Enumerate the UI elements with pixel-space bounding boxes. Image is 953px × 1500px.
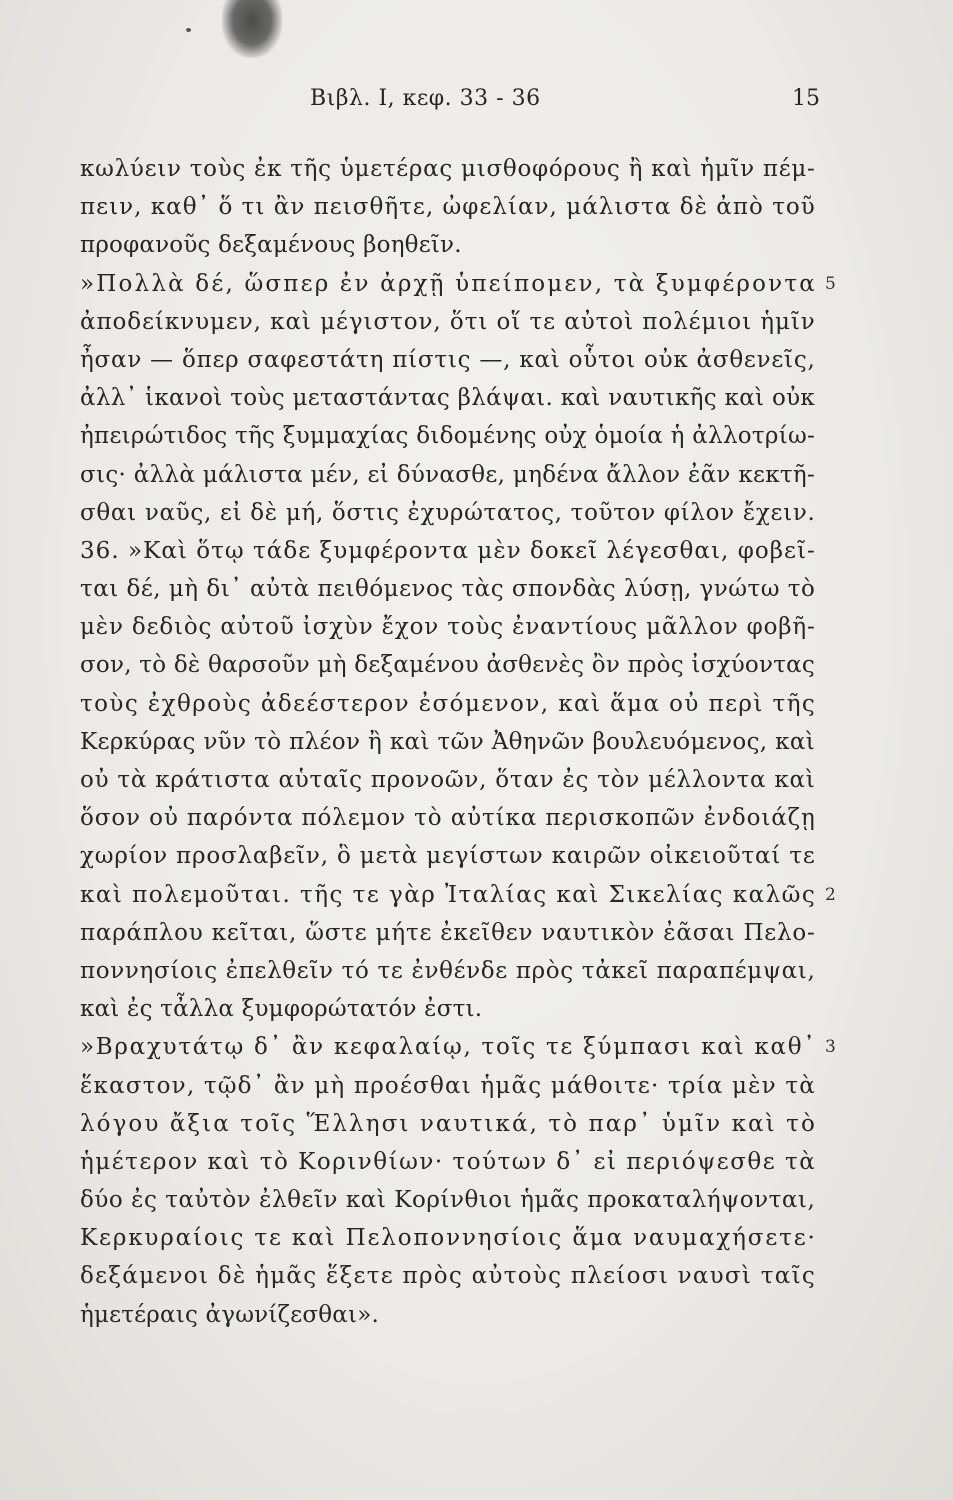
text-line-content: ἦσαν — ὅπερ σαφεστάτη πίστις —, καὶ οὗτοι οὐκ ἀσθενεῖς,	[80, 346, 816, 373]
text-line	[80, 1219, 840, 1257]
text-line-content: ται δέ, μὴ δι᾽ αὐτὰ πειθόμενος τὰς σπονδὰς λύσῃ, γνώτω τὸ	[80, 576, 816, 603]
text-line	[80, 1257, 840, 1295]
text-line	[80, 341, 840, 379]
text-line-content: καὶ ἐς τἆλλα ξυμφορώτατόν ἐστι.	[80, 996, 483, 1023]
text-line	[80, 570, 840, 608]
text-line	[80, 799, 840, 837]
text-line	[80, 379, 840, 417]
text-line	[80, 1181, 840, 1219]
text-line-content: »Βραχυτάτῳ δ᾽ ἂν κεφαλαίῳ, τοῖς τε ξύμπασι καὶ καθ᾽	[80, 1034, 817, 1061]
text-line-content: ἕκαστον, τῷδ᾽ ἂν μὴ προέσθαι ἡμᾶς μάθοιτε· τρία μὲν τὰ	[80, 1072, 816, 1099]
text-line-content: δεξάμενοι δὲ ἡμᾶς ἕξετε πρὸς αὐτοὺς πλείοσι ναυσὶ ταῖς	[80, 1263, 817, 1290]
text-line	[80, 1296, 840, 1334]
text-line	[80, 303, 840, 341]
text-line-content: ἠπειρώτιδος τῆς ξυμμαχίας διδομένης οὐχ ὁμοία ἡ ἀλλοτρίω-	[80, 423, 816, 450]
text-line-content: πειν, καθ᾽ ὅ τι ἂν πεισθῆτε, ὠφελίαν, μάλιστα δὲ ἀπὸ τοῦ	[80, 194, 816, 221]
page-number: 15	[792, 86, 820, 111]
text-line	[80, 685, 840, 723]
ink-smudge	[222, 0, 282, 58]
text-line-content: κωλύειν τοὺς ἐκ τῆς ὑμετέρας μισθοφόρους ἢ καὶ ἡμῖν πέμ-	[80, 156, 816, 182]
text-line	[80, 1105, 840, 1143]
text-line	[80, 265, 840, 303]
text-line-content: ἡμέτερον καὶ τὸ Κορινθίων· τούτων δ᾽ εἰ περιόψεσθε τὰ	[80, 1148, 817, 1175]
text-line-content: δύο ἐς ταὐτὸν ἐλθεῖν καὶ Κορίνθιοι ἡμᾶς προκαταλήψονται,	[80, 1187, 816, 1214]
margin-section-number: 2	[825, 884, 837, 905]
text-line	[80, 723, 840, 761]
body-text	[80, 150, 840, 1334]
ink-speck	[186, 28, 191, 32]
text-line-content: σον, τὸ δὲ θαρσοῦν μὴ δεξαμένου ἀσθενὲς ὂν πρὸς ἰσχύοντας	[80, 652, 816, 679]
text-line-content: Κερκύρας νῦν τὸ πλέον ἢ καὶ τῶν Ἀθηνῶν βουλευόμενος, καὶ	[80, 728, 816, 755]
text-line-content: ὅσον οὐ παρόντα πόλεμον τὸ αὐτίκα περισκοπῶν ἐνδοιάζῃ	[80, 805, 816, 832]
text-line-content: οὐ τὰ κράτιστα αὑταῖς προνοῶν, ὅταν ἐς τὸν μέλλοντα καὶ	[80, 767, 816, 793]
text-line	[80, 646, 840, 684]
text-line	[80, 990, 840, 1028]
page-header	[80, 86, 820, 120]
text-line	[80, 952, 840, 990]
text-line-content: παράπλου κεῖται, ὥστε μήτε ἐκεῖθεν ναυτικὸν ἐᾶσαι Πελο-	[80, 919, 816, 946]
text-line-content: »Πολλὰ δέ, ὥσπερ ἐν ἀρχῇ ὑπείπομεν, τὰ ξυμφέροντα	[80, 270, 817, 297]
text-line-content: ἀποδείκνυμεν, καὶ μέγιστον, ὅτι οἵ τε αὐτοὶ πολέμιοι ἡμῖν	[80, 308, 816, 335]
text-line	[80, 1067, 840, 1105]
text-line	[80, 876, 840, 914]
text-line	[80, 608, 840, 646]
running-head: Βιβλ. Ι, κεφ. 33 - 36	[310, 86, 541, 111]
text-line-content: τοὺς ἐχθροὺς ἀδεέστερον ἐσόμενον, καὶ ἅμα οὐ περὶ τῆς	[80, 690, 817, 717]
text-line	[80, 532, 840, 570]
text-line-content: ἡμετέραις ἀγωνίζεσθαι».	[80, 1301, 380, 1328]
text-line	[80, 914, 840, 952]
text-line-content: 36. »Καὶ ὅτῳ τάδε ξυμφέροντα μὲν δοκεῖ λέγεσθαι, φοβεῖ-	[80, 537, 816, 564]
text-line-content: ἀλλ᾽ ἱκανοὶ τοὺς μεταστάντας βλάψαι. καὶ ναυτικῆς καὶ οὐκ	[80, 385, 816, 412]
text-line-content: σθαι ναῦς, εἰ δὲ μή, ὅστις ἐχυρώτατος, τοῦτον φίλον ἔχειν.	[80, 499, 816, 526]
text-line-content: χωρίον προσλαβεῖν, ὃ μετὰ μεγίστων καιρῶν οἰκειοῦταί τε	[80, 843, 816, 870]
text-line	[80, 1143, 840, 1181]
text-line	[80, 150, 840, 188]
text-line	[80, 494, 840, 532]
text-line-content: σις· ἀλλὰ μάλιστα μέν, εἰ δύνασθε, μηδένα ἄλλον ἐᾶν κεκτῆ-	[80, 461, 816, 488]
text-line-content: μὲν δεδιὸς αὐτοῦ ἰσχὺν ἔχον τοὺς ἐναντίους μᾶλλον φοβῆ-	[80, 614, 816, 641]
text-line	[80, 188, 840, 226]
text-line-content: προφανοῦς δεξαμένους βοηθεῖν.	[80, 232, 462, 259]
text-line	[80, 1028, 840, 1066]
text-line	[80, 417, 840, 455]
margin-section-number: 3	[825, 1037, 837, 1058]
text-line	[80, 837, 840, 875]
margin-section-number: 5	[825, 273, 837, 294]
text-line-content: καὶ πολεμοῦται. τῆς τε γὰρ Ἰταλίας καὶ Σικελίας καλῶς	[80, 881, 817, 908]
text-line-content: ποννησίοις ἐπελθεῖν τό τε ἐνθένδε πρὸς τἀκεῖ παραπέμψαι,	[80, 957, 816, 984]
text-line	[80, 226, 840, 264]
text-line-content: λόγου ἄξια τοῖς Ἕλλησι ναυτικά, τὸ παρ᾽ ὑμῖν καὶ τὸ	[80, 1110, 817, 1137]
text-line-content: Κερκυραίοις τε καὶ Πελοποννησίοις ἅμα ναυμαχήσετε·	[80, 1225, 817, 1252]
text-line	[80, 761, 840, 799]
text-line	[80, 456, 840, 494]
